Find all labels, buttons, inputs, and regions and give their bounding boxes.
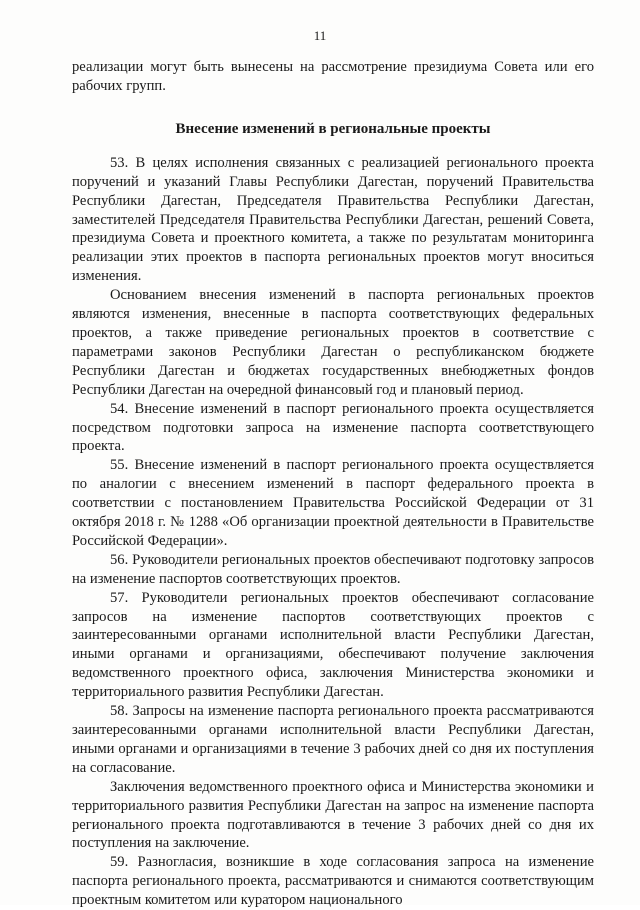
paragraph-conclusions: Заключения ведомственного проектного офиса и Министерства экономики и территориального развития Республики Дагестан на запрос на изменение паспорта регионального проекта подготавливаются в течение 3 рабочих дней со дня их поступления на заключение. — [72, 778, 594, 852]
paragraph-grounds: Основанием внесения изменений в паспорта региональных проектов являются изменения, внесенные в паспорта соответствующих федеральных проектов, а также приведение региональных проектов в соответствие с параметрами законов Республики Дагестан о республиканском бюджете Республики Дагестан и бюджетах государственных внебюджетных фондов Республики Дагестан на очередной финансовый год и плановый период. — [72, 287, 594, 398]
paragraph-53: 53. В целях исполнения связанных с реализацией регионального проекта поручений и указаний Главы Республики Дагестан, поручений Правительства Республики Дагестан, Председателя Правительства Республики Дагестан, заместителей Председателя Правительства Республики Дагестан, решений Совета, президиума Совета и проектного комитета, а также по результатам мониторинга реализации этих проектов в паспорта региональных проектов могут вноситься изменения. — [72, 154, 594, 285]
paragraph-54: 54. Внесение изменений в паспорт регионального проекта осуществляется посредством подготовки запроса на изменение паспорта соответствующего проекта. — [72, 400, 594, 455]
section-heading: Внесение изменений в региональные проекты — [175, 120, 491, 137]
paragraph-55: 55. Внесение изменений в паспорт регионального проекта осуществляется по аналогии с внесением изменений в паспорт федерального проекта в соответствии с постановлением Правительства Российской Федерации от 31 октября 2018 г. № 1288 «Об организации проектной деятельности в Правительстве Российской Федерации». — [72, 457, 594, 549]
document-body — [72, 58, 594, 910]
paragraph-56: 56. Руководители региональных проектов обеспечивают подготовку запросов на изменение паспортов соответствующих проектов. — [72, 551, 594, 587]
paragraph-58: 58. Запросы на изменение паспорта регионального проекта рассматриваются заинтересованными органами исполнительной власти Республики Дагестан, иными органами и организациями в течение 3 рабочих дней со дня их поступления на согласование. — [72, 703, 594, 776]
paragraph-59: 59. Разногласия, возникшие в ходе согласования запроса на изменение паспорта регионального проекта, рассматриваются и снимаются соответствующим проектным комитетом или куратором национального — [72, 854, 594, 909]
page-number: 11 — [313, 28, 327, 43]
paragraph-continuation: реализации могут быть вынесены на рассмотрение президиума Совета или его рабочих групп. — [72, 59, 594, 94]
paragraph-57: 57. Руководители региональных проектов обеспечивают согласование запросов на изменение паспортов соответствующих проектов с заинтересованными органами исполнительной власти Республики Дагестан, иными органами и организациями, обеспечивают получение заключения ведомственного проектного офиса, заключения Министерства экономики и территориального развития Республики Дагестан. — [72, 589, 594, 701]
